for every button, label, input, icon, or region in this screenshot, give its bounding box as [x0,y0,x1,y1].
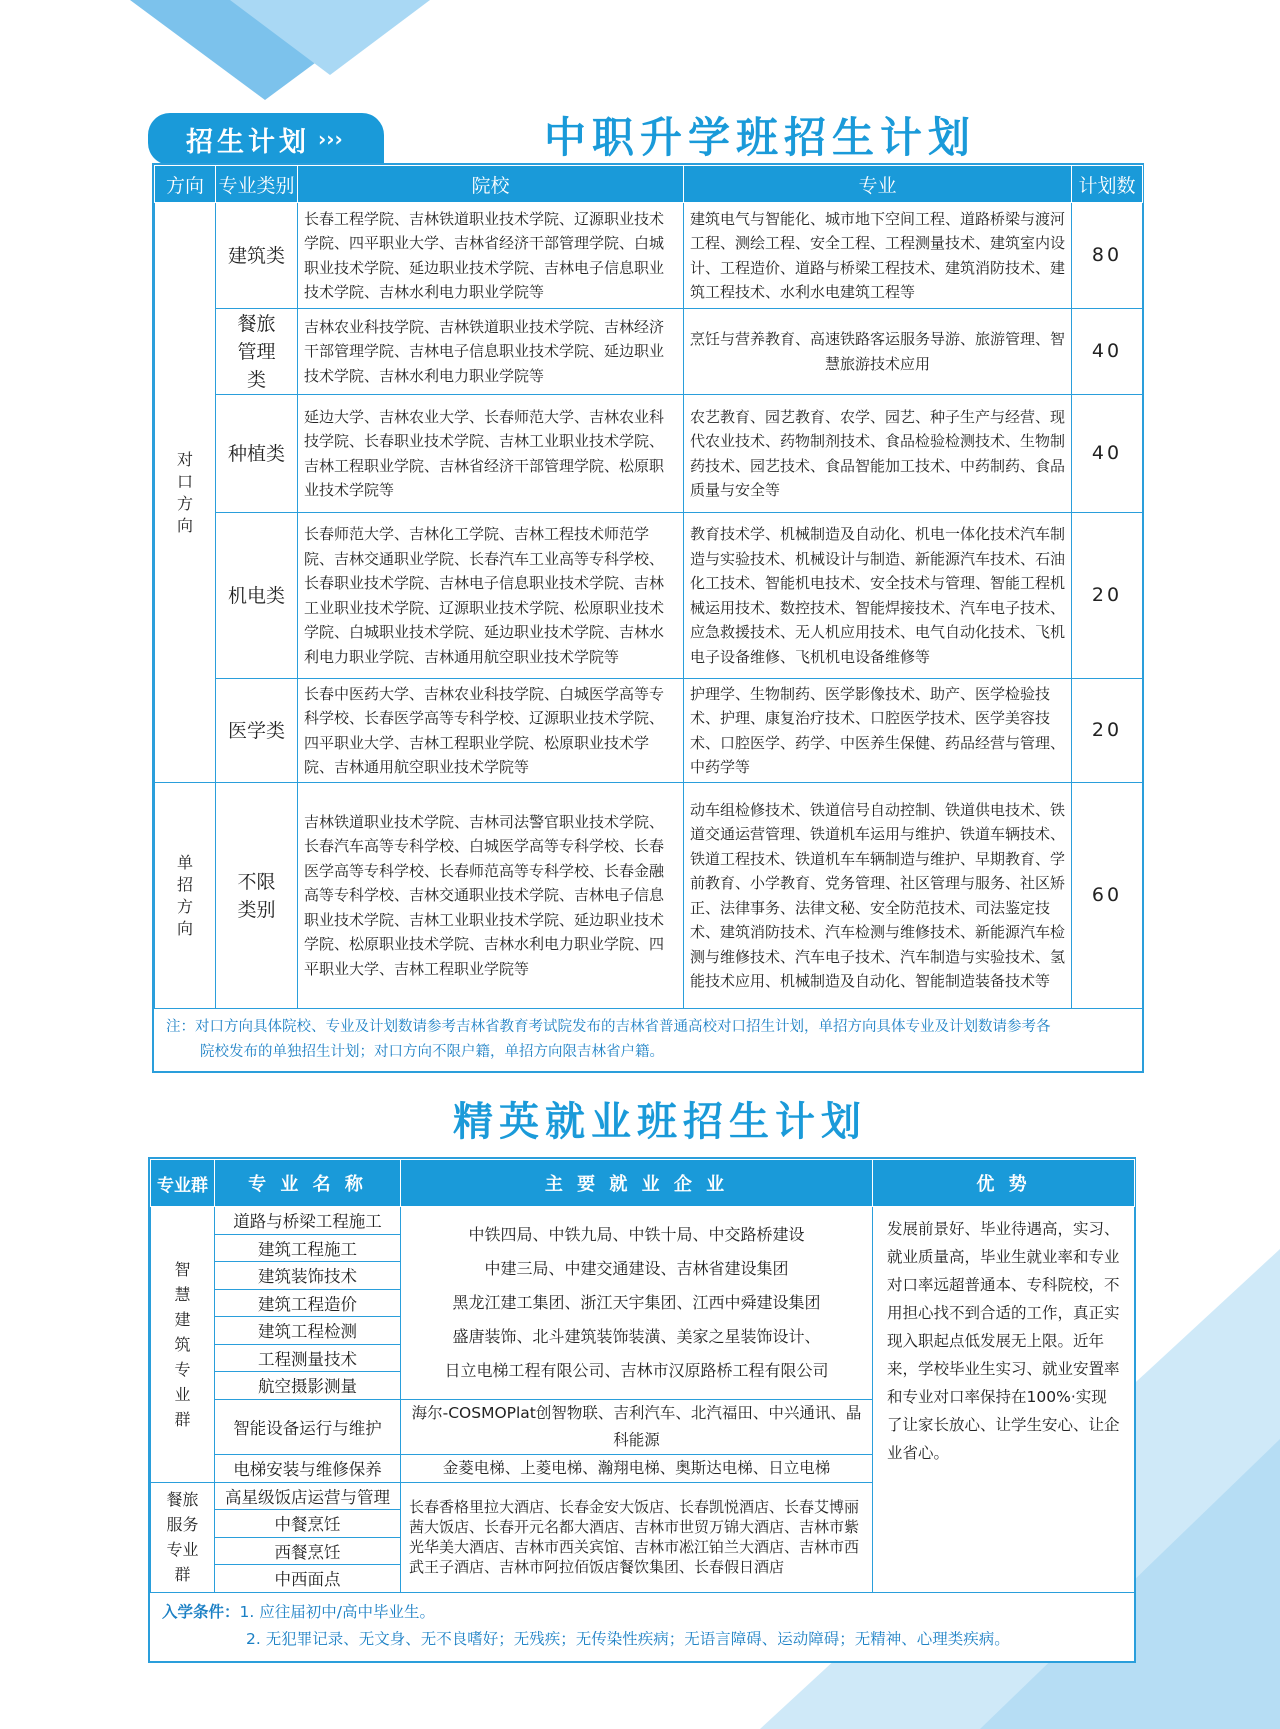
category-cell: 建筑类 [216,203,298,309]
section-tab-label: 招生计划 [186,126,310,158]
header-major-name: 专 业 名 称 [215,1160,401,1207]
plan1-note [154,1009,1142,1071]
chevrons-right-icon: ››› [318,127,343,151]
majors-cell: 动车组检修技术、铁道信号自动控制、铁道供电技术、铁道交通运营管理、铁道机车运用与维护、铁道车辆技术、铁道工程技术、铁道机车车辆制造与维护、早期教育、学前教育、小学教育、党务管理、社区管理与服务、社区矫正、法律事务、法律文秘、安全防范技术、司法鉴定技术、建筑消防技术、汽车检测与维修技术、新能源汽车检测与维修技术、汽车电子技术、汽车制造与实验技术、氢能技术应用、机械制造及自动化、智能制造装备技术等 [684,783,1072,1009]
count-cell: 40 [1072,395,1143,513]
major-name-cell: 建筑工程造价 [215,1289,401,1317]
plan2-table [150,1159,1135,1593]
requirements-label: 入学条件： [162,1602,240,1621]
majors-cell: 护理学、生物制药、医学影像技术、助产、医学检验技术、护理、康复治疗技术、口腔医学技术、医学美容技术、口腔医学、药学、中医养生保健、药品经营与管理、中药学等 [684,679,1072,783]
plan1-table [154,165,1143,1009]
table-row [155,309,1143,395]
group-label-line: 群 [174,1565,191,1584]
enterprise-cell-device: 海尔-COSMOPlat创智物联、吉利汽车、北汽福田、中兴通讯、晶科能源 [401,1399,873,1454]
enterprise-line: 黑龙江建工集团、浙江天宇集团、江西中舜建设集团 [452,1292,821,1312]
group-label: 智慧建筑专业群 [174,1259,191,1429]
direction-label: 对口方向 [176,449,193,535]
enterprise-line: 日立电梯工程有限公司、吉林市汉原路桥工程有限公司 [444,1360,829,1380]
table-row [155,513,1143,679]
header-count: 计划数 [1072,166,1143,203]
category-cell [216,309,298,395]
major-name-cell: 中餐烹饪 [215,1510,401,1538]
header-category: 专业类别 [216,166,298,203]
table-row [155,679,1143,783]
colleges-cell: 长春工程学院、吉林铁道职业技术学院、辽源职业技术学院、四平职业大学、吉林省经济干部管理学院、白城职业技术学院、延边职业技术学院、吉林电子信息职业技术学院、吉林水利电力职业学院等 [298,203,684,309]
table-row [155,203,1143,309]
colleges-cell: 吉林铁道职业技术学院、吉林司法警官职业技术学院、长春汽车高等专科学校、白城医学高等专科学校、长春医学高等专科学校、长春师范高等专科学校、长春金融高等专科学校、吉林交通职业技术学院、吉林电子信息职业技术学院、吉林工业职业技术学院、延边职业技术学院、松原职业技术学院、吉林水利电力职业学院、四平职业大学、吉林工程职业学院等 [298,783,684,1009]
count-cell: 80 [1072,203,1143,309]
table-row [155,395,1143,513]
plan2-title: 精英就业班招生计划 [453,1098,867,1145]
section-tab [148,113,384,165]
enterprise-cell-hotel: 长春香格里拉大酒店、长春金安大饭店、长春凯悦酒店、长春艾博丽茜大饭店、长春开元名都大酒店、吉林市世贸万锦大酒店、吉林市紫光华美大酒店、吉林市西关宾馆、吉林市凇江铂兰大酒店、吉林市西武王子酒店、吉林市阿拉佰饭店餐饮集团、长春假日酒店 [401,1482,873,1592]
group-label-line: 专业 [166,1540,199,1559]
enterprise-cell-building [401,1207,873,1400]
enterprise-line: 中建三局、中建交通建设、吉林省建设集团 [484,1258,789,1278]
majors-cell: 烹饪与营养教育、高速铁路客运服务导游、旅游管理、智慧旅游技术应用 [684,309,1072,395]
advantage-cell: 发展前景好、毕业待遇高，实习、就业质量高，毕业生就业率和专业对口率远超普通本、专科院校，不用担心找不到合适的工作，真正实现入职起点低发展无上限。近年来，学校毕业生实习、就业安置率和专业对口率保持在100%·实现了让家长放心、让学生安心、让企业省心。 [873,1207,1135,1593]
group-label-line: 餐旅 [166,1490,199,1509]
category-label: 不限类别 [237,870,276,921]
group-cell-catering [151,1482,215,1592]
direction-cell [155,783,216,1009]
major-name-cell: 工程测量技术 [215,1344,401,1372]
major-name-cell: 建筑装饰技术 [215,1262,401,1290]
colleges-cell: 吉林农业科技学院、吉林铁道职业技术学院、吉林经济干部管理学院、吉林电子信息职业技术学院、延边职业技术学院、吉林水利电力职业学院等 [298,309,684,395]
plan1-table-container [152,163,1144,1073]
direction-label: 单招方向 [176,852,193,938]
header-direction: 方向 [155,166,216,203]
category-cell: 医学类 [216,679,298,783]
group-cell-building [151,1207,215,1483]
note-line-2: 院校发布的单独招生计划；对口方向不限户籍，单招方向限吉林省户籍。 [200,1044,664,1060]
major-name-cell: 西餐烹饪 [215,1537,401,1565]
enterprise-line: 中铁四局、中铁九局、中铁十局、中交路桥建设 [468,1224,805,1244]
colleges-cell: 延边大学、吉林农业大学、长春师范大学、吉林农业科技学院、长春职业技术学院、吉林工业职业技术学院、吉林工程职业学院、吉林省经济干部管理学院、松原职业技术学院等 [298,395,684,513]
plan2-table-container [148,1157,1136,1663]
enterprise-cell-elevator: 金菱电梯、上菱电梯、瀚翔电梯、奥斯达电梯、日立电梯 [401,1454,873,1482]
top-triangle-decoration-inner [230,0,430,75]
colleges-cell: 长春师范大学、吉林化工学院、吉林工程技术师范学院、吉林交通职业学院、长春汽车工业高等专科学校、长春职业技术学院、吉林电子信息职业技术学院、吉林工业职业技术学院、辽源职业技术学院、松原职业技术学院、白城职业技术学院、延边职业技术学院、吉林水利电力职业学院、吉林通用航空职业技术学院等 [298,513,684,679]
header-enterprise: 主 要 就 业 企 业 [401,1160,873,1207]
count-cell: 60 [1072,783,1143,1009]
major-name-cell: 中西面点 [215,1565,401,1593]
category-cell: 机电类 [216,513,298,679]
category-cell: 种植类 [216,395,298,513]
colleges-cell: 长春中医药大学、吉林农业科技学院、白城医学高等专科学校、长春医学高等专科学校、辽源职业技术学院、四平职业大学、吉林工程职业学院、松原职业技术学院、吉林通用航空职业技术学院等 [298,679,684,783]
plan1-header-row [155,166,1143,203]
majors-cell: 教育技术学、机械制造及自动化、机电一体化技术汽车制造与实验技术、机械设计与制造、新能源汽车技术、石油化工技术、智能机电技术、安全技术与管理、智能工程机械运用技术、数控技术、智能焊接技术、汽车电子技术、应急救援技术、无人机应用技术、电气自动化技术、飞机电子设备维修、飞机机电设备维修等 [684,513,1072,679]
requirement-2: 2. 无犯罪记录、无文身、无不良嗜好；无残疾；无传染性疾病；无语言障碍、运动障碍；无精神、心理类疾病。 [246,1629,1010,1648]
count-cell: 40 [1072,309,1143,395]
header-group: 专业群 [151,1160,215,1207]
header-advantage: 优 势 [873,1160,1135,1207]
majors-cell: 农艺教育、园艺教育、农学、园艺、种子生产与经营、现代农业技术、药物制剂技术、食品检验检测技术、生物制药技术、园艺技术、食品智能加工技术、中药制药、食品质量与安全等 [684,395,1072,513]
major-name-cell: 电梯安装与维修保养 [215,1454,401,1482]
header-major: 专业 [684,166,1072,203]
major-name-cell: 高星级饭店运营与管理 [215,1482,401,1510]
major-name-cell: 智能设备运行与维护 [215,1399,401,1454]
count-cell: 20 [1072,513,1143,679]
major-name-cell: 建筑工程施工 [215,1234,401,1262]
group-label-line: 服务 [166,1515,199,1534]
admission-requirements [150,1593,1134,1661]
direction-cell [155,203,216,783]
majors-cell: 建筑电气与智能化、城市地下空间工程、道路桥梁与渡河工程、测绘工程、安全工程、工程测量技术、建筑室内设计、工程造价、道路与桥梁工程技术、建筑消防技术、建筑工程技术、水利水电建筑工程等 [684,203,1072,309]
requirement-1: 1. 应往届初中/高中毕业生。 [239,1602,435,1621]
category-label: 餐旅管理类 [237,312,276,391]
note-line-1: 注：对口方向具体院校、专业及计划数请参考吉林省教育考试院发布的吉林省普通高校对口招生计划，单招方向具体专业及计划数请参考各 [166,1019,1051,1035]
plan1-title: 中职升学班招生计划 [543,113,976,162]
table-row [155,783,1143,1009]
enterprise-line: 盛唐装饰、北斗建筑装饰装潢、美家之星装饰设计、 [452,1326,821,1346]
major-name-cell: 航空摄影测量 [215,1372,401,1400]
table-row [151,1207,1135,1235]
plan2-header-row [151,1160,1135,1207]
major-name-cell: 道路与桥梁工程施工 [215,1207,401,1235]
major-name-cell: 建筑工程检测 [215,1317,401,1345]
count-cell: 20 [1072,679,1143,783]
category-cell [216,783,298,1009]
header-college: 院校 [298,166,684,203]
